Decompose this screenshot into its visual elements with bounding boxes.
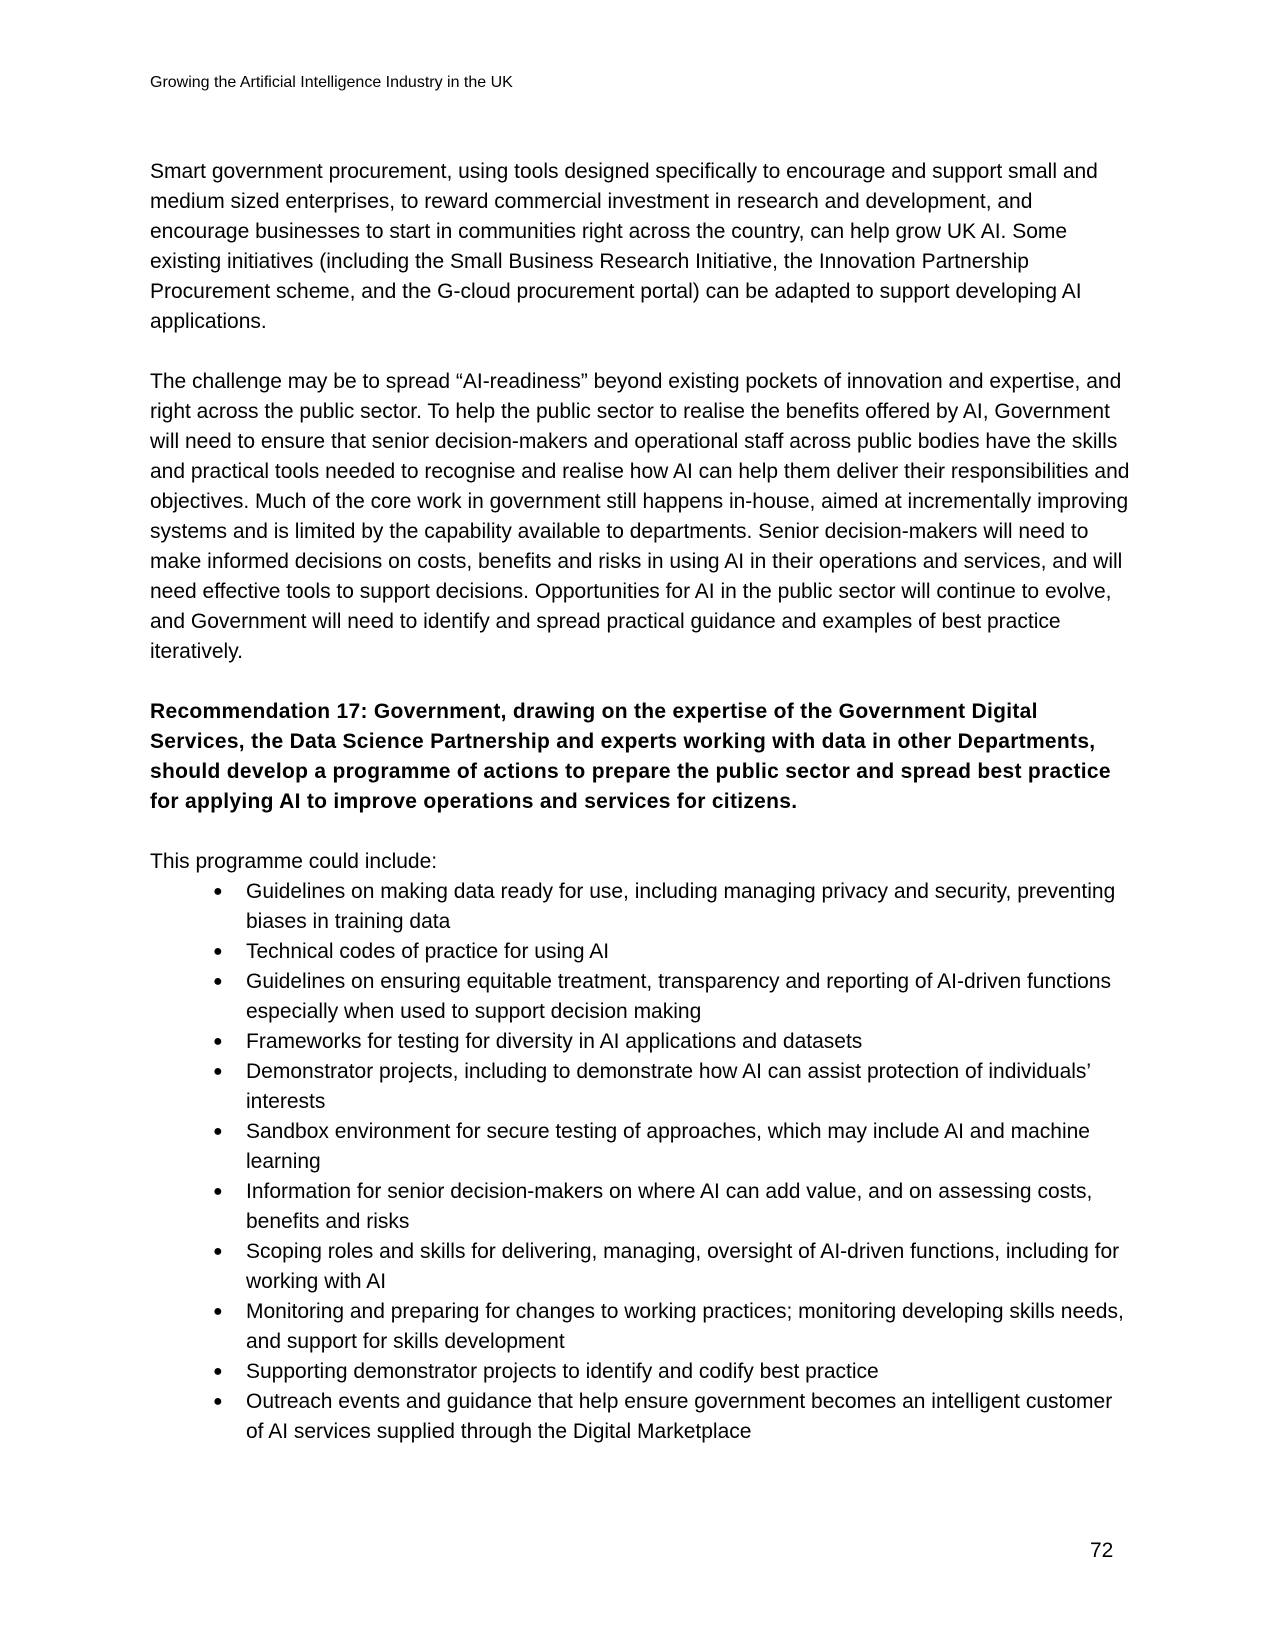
list-item bbox=[150, 967, 1130, 1027]
bullet-icon: ● bbox=[213, 1243, 223, 1260]
running-header: Growing the Artificial Intelligence Industry in the UK bbox=[150, 74, 513, 91]
list-item-text: Demonstrator projects, including to demonstrate how AI can assist protection of individuals’ interests bbox=[246, 1060, 1091, 1113]
bullet-icon: ● bbox=[213, 1063, 223, 1080]
list-item bbox=[150, 1387, 1130, 1447]
list-item-text: Sandbox environment for secure testing of approaches, which may include AI and machine learning bbox=[246, 1120, 1090, 1173]
bullet-icon: ● bbox=[213, 943, 223, 960]
list-item-text: Scoping roles and skills for delivering, managing, oversight of AI-driven functions, including for working with AI bbox=[246, 1240, 1120, 1293]
list-item-text: Guidelines on ensuring equitable treatment, transparency and reporting of AI-driven functions especially when used to support decision making bbox=[246, 970, 1112, 1023]
bullet-icon: ● bbox=[213, 1393, 223, 1410]
page-body bbox=[150, 157, 1130, 1447]
list-item-text: Monitoring and preparing for changes to working practices; monitoring developing skills needs, and support for skills development bbox=[246, 1300, 1124, 1353]
list-intro: This programme could include: bbox=[150, 850, 438, 873]
bullet-icon: ● bbox=[213, 1123, 223, 1140]
list-item bbox=[150, 1177, 1130, 1237]
bullet-icon: ● bbox=[213, 1033, 223, 1050]
recommendation-17: Recommendation 17: Government, drawing on the expertise of the Government Digital Services, the Data Science Partnership and experts working with data in other Departments, should develop a programme of actions to prepare the public sector and spread best practice for applying AI to improve operations and services for citizens. bbox=[150, 700, 1111, 813]
paragraph-procurement: Smart government procurement, using tools designed specifically to encourage and support small and medium sized enterprises, to reward commercial investment in research and development, and encourage businesses to start in communities right across the country, can help grow UK AI. Some existing initiatives (including the Small Business Research Initiative, the Innovation Partnership Procurement scheme, and the G-cloud procurement portal) can be adapted to support developing AI applications. bbox=[150, 160, 1098, 333]
bullet-icon: ● bbox=[213, 1363, 223, 1380]
list-item-text: Supporting demonstrator projects to identify and codify best practice bbox=[246, 1360, 879, 1383]
list-item-text: Information for senior decision-makers on where AI can add value, and on assessing costs, benefits and risks bbox=[246, 1180, 1093, 1233]
list-item bbox=[150, 1297, 1130, 1357]
list-item bbox=[150, 1027, 1130, 1057]
list-item bbox=[150, 1117, 1130, 1177]
bullet-icon: ● bbox=[213, 973, 223, 990]
list-item bbox=[150, 1237, 1130, 1297]
list-item-text: Outreach events and guidance that help ensure government becomes an intelligent customer of AI services supplied through the Digital Marketplace bbox=[246, 1390, 1113, 1443]
page-number: 72 bbox=[1090, 1539, 1114, 1562]
bullet-icon: ● bbox=[213, 883, 223, 900]
list-item-text: Technical codes of practice for using AI bbox=[246, 940, 610, 963]
list-item-text: Frameworks for testing for diversity in AI applications and datasets bbox=[246, 1030, 863, 1053]
list-item bbox=[150, 1357, 1130, 1387]
programme-list bbox=[150, 877, 1130, 1447]
paragraph-ai-readiness: The challenge may be to spread “AI-readiness” beyond existing pockets of innovation and expertise, and right across the public sector. To help the public sector to realise the benefits offered by AI, Government will need to ensure that senior decision-makers and operational staff across public bodies have the skills and practical tools needed to recognise and realise how AI can help them deliver their responsibilities and objectives. Much of the core work in government still happens in-house, aimed at incrementally improving systems and is limited by the capability available to departments. Senior decision-makers will need to make informed decisions on costs, benefits and risks in using AI in their operations and services, and will need effective tools to support decisions. Opportunities for AI in the public sector will continue to evolve, and Government will need to identify and spread practical guidance and examples of best practice iteratively. bbox=[150, 370, 1130, 663]
list-item bbox=[150, 877, 1130, 937]
list-item bbox=[150, 937, 1130, 967]
list-item-text: Guidelines on making data ready for use, including managing privacy and security, preventing biases in training data bbox=[246, 880, 1116, 933]
list-item bbox=[150, 1057, 1130, 1117]
bullet-icon: ● bbox=[213, 1303, 223, 1320]
bullet-icon: ● bbox=[213, 1183, 223, 1200]
